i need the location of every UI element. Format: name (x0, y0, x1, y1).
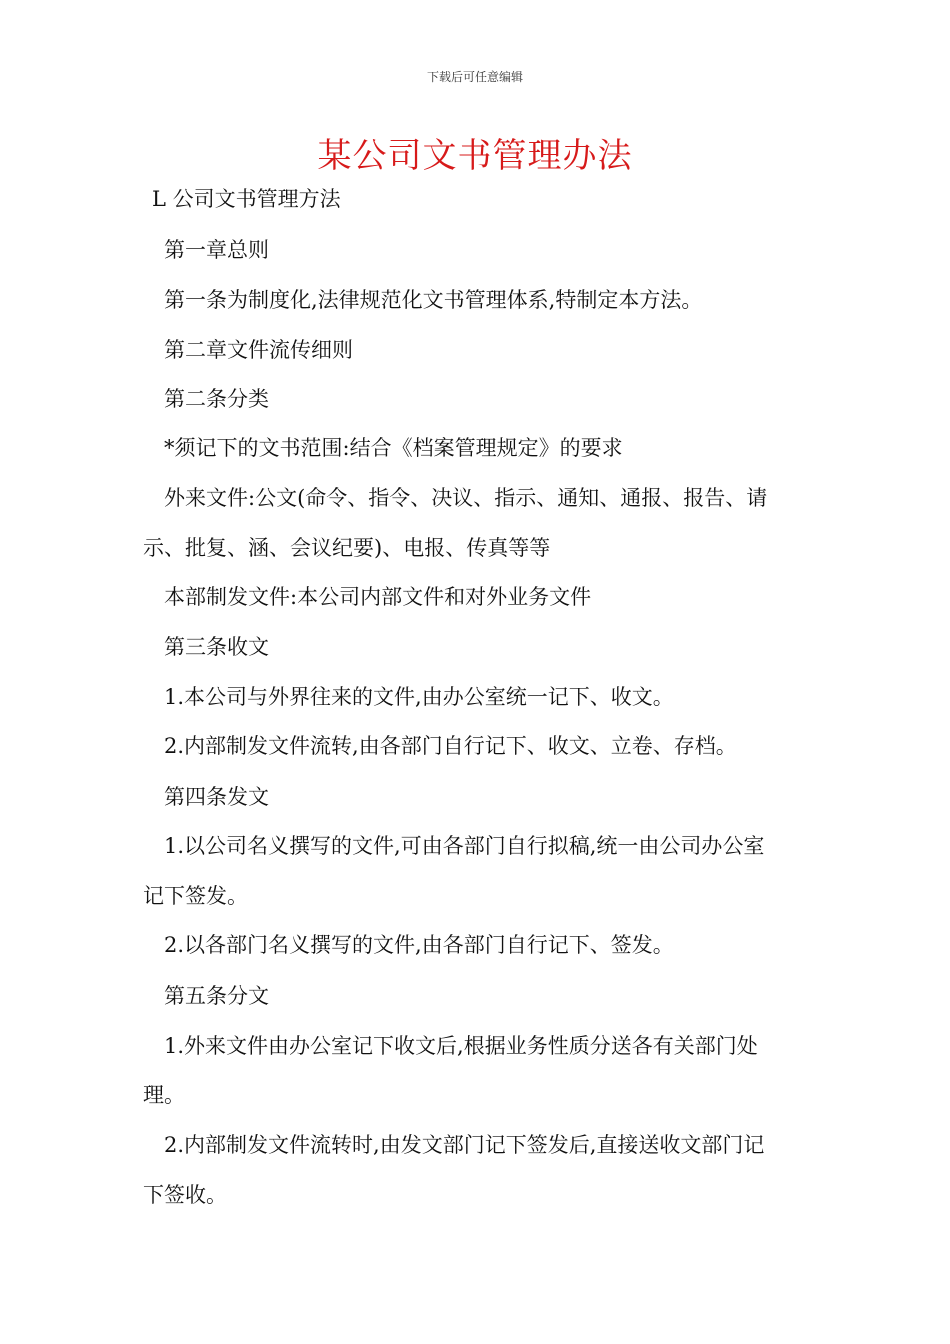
article-heading: 第四条发文 (164, 785, 269, 809)
paragraph-continuation: 下签收。 (143, 1183, 227, 1207)
paragraph-continuation: 理。 (143, 1083, 185, 1107)
list-item: 1.外来文件由办公室记下收文后,根据业务性质分送各有关部门处 (164, 1034, 758, 1058)
list-item: 1.以公司名义撰写的文件,可由各部门自行拟稿,统一由公司办公室 (164, 834, 765, 858)
subtitle-line: L 公司文书管理方法 (152, 187, 341, 211)
list-item: 2.内部制发文件流转,由各部门自行记下、收文、立卷、存档。 (164, 734, 737, 758)
list-item: 2.以各部门名义撰写的文件,由各部门自行记下、签发。 (164, 933, 674, 957)
paragraph-line: 第一条为制度化,法律规范化文书管理体系,特制定本方法。 (164, 288, 703, 312)
chapter-heading: 第二章文件流传细则 (164, 338, 353, 362)
paragraph-line: 本部制发文件:本公司内部文件和对外业务文件 (164, 585, 592, 609)
article-heading: 第二条分类 (164, 387, 269, 411)
list-item: 1.本公司与外界往来的文件,由办公室统一记下、收文。 (164, 685, 674, 709)
chapter-heading: 第一章总则 (164, 238, 269, 262)
document-title: 某公司文书管理办法 (317, 136, 633, 176)
paragraph-line: 外来文件:公文(命令、指令、决议、指示、通知、通报、报告、请 (164, 486, 768, 510)
list-item: 2.内部制发文件流转时,由发文部门记下签发后,直接送收文部门记 (164, 1133, 765, 1157)
paragraph-continuation: 示、批复、涵、会议纪要)、电报、传真等等 (143, 536, 551, 560)
paragraph-continuation: 记下签发。 (143, 884, 248, 908)
paragraph-line: *须记下的文书范围:结合《档案管理规定》的要求 (164, 436, 623, 460)
header-note: 下载后可任意编辑 (426, 70, 523, 84)
article-heading: 第五条分文 (164, 984, 269, 1008)
article-heading: 第三条收文 (164, 635, 269, 659)
